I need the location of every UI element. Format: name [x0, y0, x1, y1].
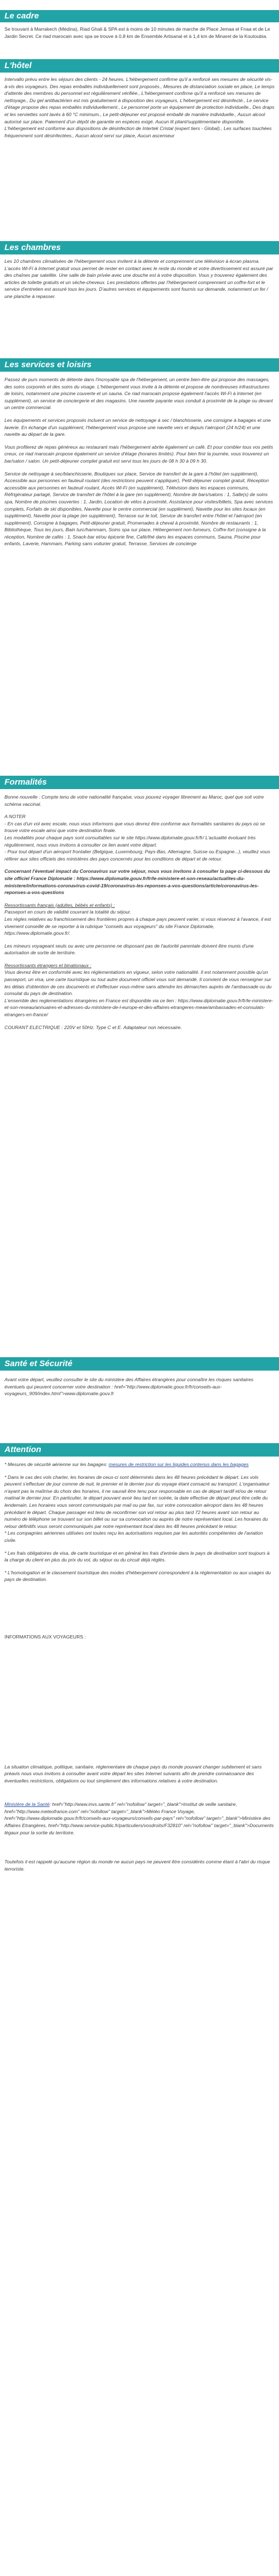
section-banner-sante: [0, 1357, 279, 1371]
attention-charter: * Dans le cas des vols charter, les horaires de ceux-ci sont déterminés dans les 48 heures précédant le départ. Les vols peuvent s'effectuer de jour comme de nuit, le premier et le dernier jour du voyage étant consacré au transport. L'organisateur n'ayant pas la maîtrise du choix des horaires, il ne saurait être tenu pour responsable en cas de départ tardif et/ou de retour matinal le dernier jour. En particulier, le départ pouvant avoir lieu tard en soirée, la date effective de départ peut être celle du lendemain. Les horaires vous seront communiqués par mail ou par fax, sur votre convocation aéroport dans les 48 heures précédant le départ. Chaque passager est tenu de reconfirmer son vol retour au plus tard 72 heures avant son retour au numéro de téléphone se trouvant sur son billet ou sur sa convocation ou auprès de notre représentant local. Les horaires du retour définitifs vous seront communiqués par notre représentant local dans les 48 heures précédant le retour. * Les compagnies aériennes utilisées ont toutes reçu les autorisations requises par les autorités compétentes de l'aviation civile.: [4, 1474, 270, 1543]
section-title-hotel: L'hôtel: [4, 60, 32, 70]
section-title-chambres: Les chambres: [4, 242, 61, 252]
chambres-text: Les 10 chambres climatisées de l'hébergement vous invitent à la détente et comprennent une télévision à écran plasma. L'accès Wi-Fi à Internet gratuit vous permet de rester en contact avec le reste du monde et votre divertissement est assuré par des chaînes par satellite. Une salle de bain privée avec une douche est à votre disposition. Vous y trouverez également des articles de toilette gratuits et un sèche-cheveux. Les prestations offertes par l'hébergement comprennent un coffre-fort et le service d'entretien est assuré tous les jours. D'autres services et équipements sont fournis sur demande, notamment un fer / une planche à repasser.: [4, 258, 275, 299]
section-title-cadre: Le cadre: [4, 11, 39, 21]
section-banner-services: [0, 358, 279, 372]
attention-block: [4, 1461, 275, 1878]
formalites-foreign-text: Vous devrez être en conformité avec les réglementations en vigueur, selon votre nationalité. Il est notamment possible qu'un passeport, un visa, une carte touristique ou tout autre document officiel vous soit demandé. Il convient de vous renseigner sur les délais d'obtention de ces documents et d'effectuer vous-même sans attendre les démarches auprès de l'ambassade ou du consulat du pays de destination. L'ensemble des reglementations étrangères en France est disponible via ce lien : https://www.diplomatie.gouv.fr/fr/le-ministere-et-son-reseau/annuaires-et-adresses-du-ministere-de-l-europe-et-des-affaires-etrangeres-meae/ambassades-et-consulats-etrangers-en-france/: [4, 969, 273, 1018]
ministry-health-link[interactable]: Ministère de la Santé: [4, 1801, 50, 1808]
formalites-minors: Les mineurs voyageant seuls ou avec une personne ne disposant pas de l'autorité parentale doivent être munis d'une autorisation de sortie de territoire.: [4, 943, 256, 956]
formalites-block: [4, 794, 275, 1036]
attention-terrorism: Toutefois il est rappelé qu'aucune région du monde ne aucun pays ne peuvent être considérés comme étant à l'abri du risque terroriste.: [4, 1859, 272, 1872]
section-title-attention: Attention: [4, 1444, 41, 1454]
cadre-block: [4, 26, 275, 45]
formalites-note: A NOTER - En cas d'un vol avec escale, nous vous informons que vous devrez être conforme aux formalités sanitaires du pays où se trouve votre escale ainsi que votre destination finale. Les modalités pour chaque pays sont consultables sur le site https://www.diplomatie.gouv.fr/fr/ L'actualité évoluant très régulièrement, nous vous invitons à consulter ce lien avant votre départ. - Pour tout départ d'un aéroport frontalier (Belgique, Luxembourg, Pays-Bas, Allemagne, Suisse ou Espagne...), veuillez vous référer aux sites officiels des ministères des pays concernés pour les conditions de départ et de retour.: [4, 814, 271, 862]
chambres-block: [4, 258, 275, 306]
services-block: [4, 376, 275, 553]
attention-info-heading: INFORMATIONS AUX VOYAGEURS :: [4, 1633, 86, 1640]
formalites-intro: Bonne nouvelle : Compte tenu de votre nationalité française, vous pouvez voyager librement au Maroc, quel que soit votre schéma vaccinal.: [4, 794, 266, 807]
section-title-sante: Santé et Sécurité: [4, 1358, 73, 1368]
section-title-formalites: Formalités: [4, 777, 47, 787]
section-banner-cadre: [0, 10, 279, 22]
attention-baggage-text: * Mesures de sécurité aérienne sur les bagages:: [4, 1462, 109, 1467]
attention-climate: La situation climatique, politique, sanitaire, réglementaire de chaque pays du monde pouvant changer subitement et sans préavis nous vous invitons à consulter avant votre départ les sites Internet suivants afin de prendre connaissance des éventuelles restrictions, obligations ou tout simplement des informations relatives à votre destination.: [4, 1763, 263, 1784]
section-title-services: Les services et loisirs: [4, 359, 92, 369]
hotel-block: [4, 76, 275, 145]
section-banner-attention: [0, 1443, 279, 1457]
services-paragraph: Les équipements et services proposés incluent un service de nettoyage à sec / blanchisserie, une consigne à bagages et une laverie. En échange d'un supplément, l'hébergement vous propose une navette vers et depuis l'aéroport (24 h/24) et une navette au départ de la gare.: [4, 417, 272, 438]
services-paragraph: Service de nettoyage à sec/blanchisserie, Boutiques sur place, Service de transfert de la gare à l'hôtel (en supplément), Accessible aux personnes en fauteuil roulant (des restrictions peuvent s'appliquer), Petit-déjeuner complet gratuit, Réception accessible aux personnes en fauteuil roulant, Accès Wi-Fi (en supplément), Télévision dans les espaces communs, Réfrigérateur partagé, Service de transfert de l'hôtel à la gare (en supplément), Nombre de bars/salons : 1, Salle(s) de soins spa, Nombre de piscines couvertes : 1, Jardin, Location de vélos à proximité, Assistance pour visites/billets, Spa avec services complets, Forfaits de ski disponibles, Navette pour le centre commercial (en supplément), Navette pour les sites locaux (en supplément), Navette pour la plage (en supplément), Terrasse sur le toit, Service de transfert entre l'hôtel et l'aéroport (en supplément), Consigne à bagages, Petit-déjeuner gratuit, Promenades à cheval à proximité, Nombre de restaurants : 1, Bibliothèque, Tous les jours, Bain turc/hammam, Soins spa sur place, Hébergement non-fumeurs, Coffre-fort (consigne à la réception, Nombre de cafés : 1, Snack-bar et/ou épicerie fine, Café/thé dans les espaces communs, Sauna, Piscine pour enfants, Laverie, Hammam, Parking sans voiturier gratuit, Terrasse, Services de concierge: [4, 470, 275, 547]
section-banner-hotel: [0, 59, 279, 73]
formalites-french-heading: Ressortissants français (adultes, bébés et enfants) :: [4, 902, 115, 908]
section-banner-formalites: [0, 776, 279, 789]
formalites-french-text: Passeport en cours de validité couvrant la totalité du séjour. Les règles relatives au franchissement des frontières propres à chaque pays peuvent varier, si vous réservez à l'avance, il est vivement conseillé de se reporter à la rubrique "conseils aux voyageurs" du site France Diplomatie, https://www.diplomatie.gouv.fr/.: [4, 909, 271, 936]
liquids-restriction-link[interactable]: mesures de restriction sur les liquides contenus dans les bagages: [108, 1462, 249, 1467]
formalites-foreign-heading: Ressortissants étrangers et binationaux :: [4, 962, 92, 968]
cadre-text: Se trouvant à Marrakech (Médina), Riad Ghali & SPA est à moins de 10 minutes de marche de Place Jemaa el Fnaa et de Le Jardin Secret. Ce riad marocain avec spa se trouve à 0,8 km de Ensemble Artisanal et à 1,4 km de Minaret de la Koutoubia.: [4, 26, 272, 39]
attention-links-text: : href="http://www.invs.sante.fr" rel="nofollow" target="_blank">Institut de veille sanitaire, href="http://www.meteofrance.com" rel="nofollow" target="_blank">Météo France Voyage, href="http://www.diplomatie.gouv.fr/fr/conseils-aux-voyageurs/conseils-par-pays" rel="nofollow" target="_blank">Ministère des Affaires Etrangères, href="http://www.service-public.fr/particuliers/vosdroits/F32810" rel="nofollow" target="_blank">Documents légaux pour la sortie du territoire.: [4, 1801, 275, 1835]
formalites-coronavirus: Concernant l'éventuel impact du Coronavirus sur votre séjour, nous vous invitons à consulter la page ci-dessous du site officiel France Diplomatie : https://www.diplomatie.gouv.fr/fr/le-ministere-et-son-reseau/actualites-du-ministere/informations-coronavirus-covid-19/coronavirus-les-reponses-a-vos-questions/article/coronavirus-les-reponses-a-vos-questions: [4, 868, 272, 896]
attention-visa-fees: * Les frais obligatoires de visa, de carte touristique et en général les frais d'entrée dans le pays de destination sont toujours à la charge du client en plus du prix du vol, du séjour ou du circuit déjà réglés.: [4, 1550, 271, 1563]
services-paragraph: Vous profiterez de repas généreux au restaurant mais l'hébergement abrite également un café. Et pour combler tous vos petits creux, ce riad marocain propose également un service d'étage (horaires limités). Pour bien finir la journée, vous trouverez un bar/salon / salon. Un petit-déjeuner complet gratuit est servi tous les jours de 08 h 30 à 09 h 30.: [4, 444, 275, 464]
services-paragraph: Passez de purs moments de détente dans l'incroyable spa de l'hébergement, un centre bien-être qui propose des massages, des soins corporels et des soins du visage. L'hébergement vous invite à la détente et propose de nombreuses infrastructures de loisirs, notamment une piscine couverte et un sauna. Ce riad marocain propose également l'accès Wi-Fi à Internet (en supplément), un service de conciergerie et des magasins. Une navette payante vous conduit à proximité de la plage ou devant un centre commercial.: [4, 377, 275, 411]
attention-classification: * L'homologation et le classement touristique des modes d'hébergement correspondent à la réglementation ou aux usages du pays de destination.: [4, 1569, 272, 1583]
sante-text: Avant votre départ, veuillez consulter le site du ministère des Affaires étrangères pour connaître les risques sanitaires éventuels qui peuvent concerner votre destination : href="http://www.diplomatie.gouv.fr/fr/conseils-aux-voyageurs_909/index.html">www.diplomatie.gouv.fr: [4, 1377, 255, 1397]
hotel-text: Intervallo prévu entre les séjours des clients - 24 heures. L'hébergement confirme qu'il a renforcé ses mesures de sécurité vis-à-vis des voyageurs. Des repas emballés individuellement sont proposés., Mesures de distanciation sociale en place, Le temps d'attente des membres du personnel est régulièrement vérifiée., L'hébergement confirme qu'il a renforcé ses mesures de nettoyage., Du gel antibactérien est mis gratuitement à disposition des voyageurs, L'hébergement est désinfecté., Le service d'étage propose des repas emballés individuellement., Le personnel porte un équipement de protection individuelle., Des draps et les serviettes sont lavés à 60 °C minimum., Le petit-déjeuner est proposé emballé de manière individuelle., Aucun alcool autorisé sur place. Paiement d'un dépôt de garantie en espèces exigé. Aucun lit pliant/supplémentaire disponible. L'hébergement est conforme aux dispositions de désinfection de Intertek Cristal (expert tiers - Global)., Les surfaces touchées fréquemment sont désinfectées., Aucun alcool servi sur place, Aucun ascenseur: [4, 76, 276, 138]
sante-block: [4, 1376, 275, 1403]
section-banner-chambres: [0, 241, 279, 254]
formalites-electric: COURANT ELECTRIQUE : 220V et 50Hz. Type C et E. Adaptateur non nécessaire.: [4, 1024, 182, 1030]
